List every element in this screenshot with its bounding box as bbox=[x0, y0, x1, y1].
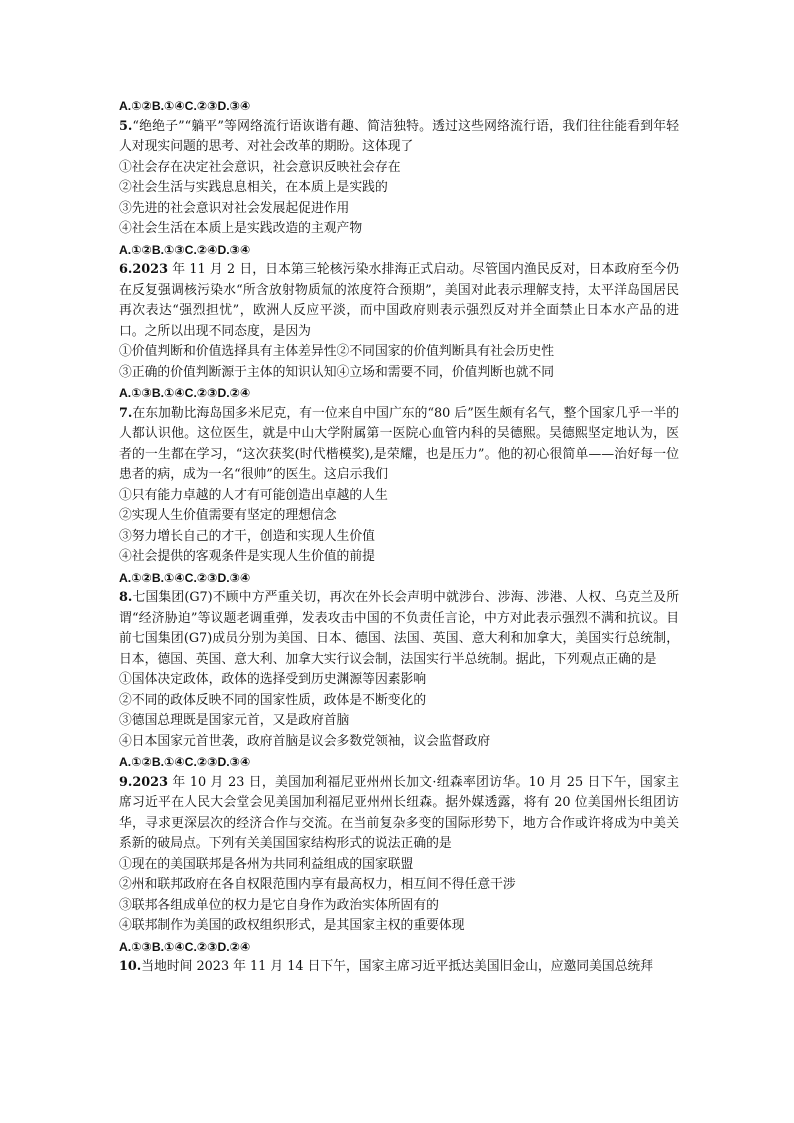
exam-page bbox=[119, 96, 679, 978]
question-stem: 七国集团(G7)不顾中方严重关切，再次在外长会声明中就涉台、涉海、涉港、人权、乌克兰及所谓“经济胁迫”等议题老调重弹，发表攻击中国的不负责任言论，中方对此表示强烈不满和抗议。目前七国集团(G7)成员分别为美国、日本、德国、法国、英国、意大利和加拿大，美国实行总统制，日本，德国、英国、意大利、加拿大实行议会制，法国实行半总统制。据此，下列观点正确的是 bbox=[119, 590, 679, 667]
statement-item: ③先进的社会意识对社会发展起促进作用 bbox=[119, 200, 350, 216]
question-stem: 年 10 月 23 日，美国加利福尼亚州州长加文·纽森率团访华。10 月 25 日下午，国家主席习近平在人民大会堂会见美国加利福尼亚州州长纽森。据外媒透露，将有 20 位美国州长组团访华，寻求更深层次的经济合作与交流。在当前复杂多变的国际形势下，地方合作或许将成为中美关系新的破局点。下列有关美国国家结构形式的说法正确的是 bbox=[119, 774, 679, 851]
question-stem: 在东加勒比海岛国多米尼克，有一位来自中国广东的“80 后”医生颇有名气，整个国家几乎一半的人都认识他。这位医生，就是中山大学附属第一医院心血管内科的吴德熙。吴德熙坚定地认为，医者的一生都在学习，“这次获奖(时代楷模奖),是荣耀，也是压力”。他的初心很简单——治好每一位患者的病，成为一名“很帅”的医生。这启示我们 bbox=[119, 405, 679, 482]
answer-options: A.①②B.①③C.②④D.③④ bbox=[119, 242, 251, 257]
question-6 bbox=[119, 260, 679, 404]
statement-item: ①只有能力卓越的人才有可能创造出卓越的人生 bbox=[119, 487, 388, 503]
question-9 bbox=[119, 773, 679, 958]
statement-item: ③德国总理既是国家元首，又是政府首脑 bbox=[119, 713, 350, 728]
question-stem: 年 11 月 2 日，日本第三轮核污染水排海正式启动。尽管国内渔民反对，日本政府至今仍在反复强调核污染水“所含放射物质氚的浓度符合预期”，美国对此表示理解支持，太平洋岛国居民再次表达“强烈担忧”，欧洲人反应平淡，而中国政府则表示强烈反对并全面禁止日本水产品的进口。之所以出现不同态度，是因为 bbox=[119, 262, 679, 339]
statement-item: ③联邦各组成单位的权力是它自身作为政治实体所固有的 bbox=[119, 897, 439, 913]
question-stem: “绝绝子”“躺平”等网络流行语诙谐有趣、简洁独特。透过这些网络流行语，我们往往能看到年轻人对现实问题的思考、对社会改革的期盼。这体现了 bbox=[119, 118, 679, 154]
question-number: 9.2023 bbox=[119, 774, 168, 790]
statement-item: ④日本国家元首世袭，政府首脑是议会多数党领袖，议会监督政府 bbox=[119, 733, 491, 749]
statement-item: ①现在的美国联邦是各州为共同利益组成的国家联盟 bbox=[119, 856, 414, 872]
question-number: 10. bbox=[119, 959, 142, 974]
statement-item: ①社会存在决定社会意识，社会意识反映社会存在 bbox=[119, 159, 401, 175]
statement-item: ④社会生活在本质上是实践改造的主观产物 bbox=[119, 221, 363, 236]
statement-item: ③正确的价值判断源于主体的知识认知④立场和需要不同，价值判断也就不同 bbox=[119, 364, 555, 380]
answer-options: A.①②B.①④C.②③D.③④ bbox=[119, 755, 251, 769]
answer-options: A.①②B.①④C.②③D.③④ bbox=[119, 99, 251, 113]
question-number: 8. bbox=[119, 590, 133, 605]
question-5 bbox=[119, 117, 679, 261]
question-number: 6.2023 bbox=[119, 262, 168, 277]
answer-options: A.①③B.①④C.②③D.②④ bbox=[119, 939, 251, 954]
statement-item: ④社会提供的客观条件是实现人生价值的前提 bbox=[119, 549, 375, 564]
statement-item: ①国体决定政体，政体的选择受到历史渊源等因素影响 bbox=[119, 672, 427, 687]
answer-options: A.①③B.①④C.②③D.②④ bbox=[119, 386, 251, 400]
statement-item: ④联邦制作为美国的政权组织形式，是其国家主权的重要体现 bbox=[119, 918, 465, 933]
statement-item: ②州和联邦政府在各自权限范围内享有最高权力，相互间不得任意干涉 bbox=[119, 877, 516, 892]
statement-item: ②实现人生价值需要有坚定的理想信念 bbox=[119, 508, 337, 523]
statement-item: ②不同的政体反映不同的国家性质，政体是不断变化的 bbox=[119, 692, 427, 708]
question-number: 5. bbox=[119, 118, 133, 134]
statement-item: ②社会生活与实践息息相关，在本质上是实践的 bbox=[119, 180, 388, 195]
question-8 bbox=[119, 588, 679, 773]
statement-item: ①价值判断和价值选择具有主体差异性②不同国家的价值判断具有社会历史性 bbox=[119, 344, 555, 359]
answer-options: A.①②B.①④C.②③D.③④ bbox=[119, 570, 251, 585]
question-7 bbox=[119, 404, 679, 589]
question-10 bbox=[119, 957, 679, 978]
question-stem: 当地时间 2023 年 11 月 14 日下午，国家主席习近平抵达美国旧金山，应邀同美国总统拜 bbox=[141, 959, 654, 974]
statement-item: ③努力增长自己的才干，创造和实现人生价值 bbox=[119, 528, 375, 544]
question-number: 7. bbox=[119, 405, 133, 421]
